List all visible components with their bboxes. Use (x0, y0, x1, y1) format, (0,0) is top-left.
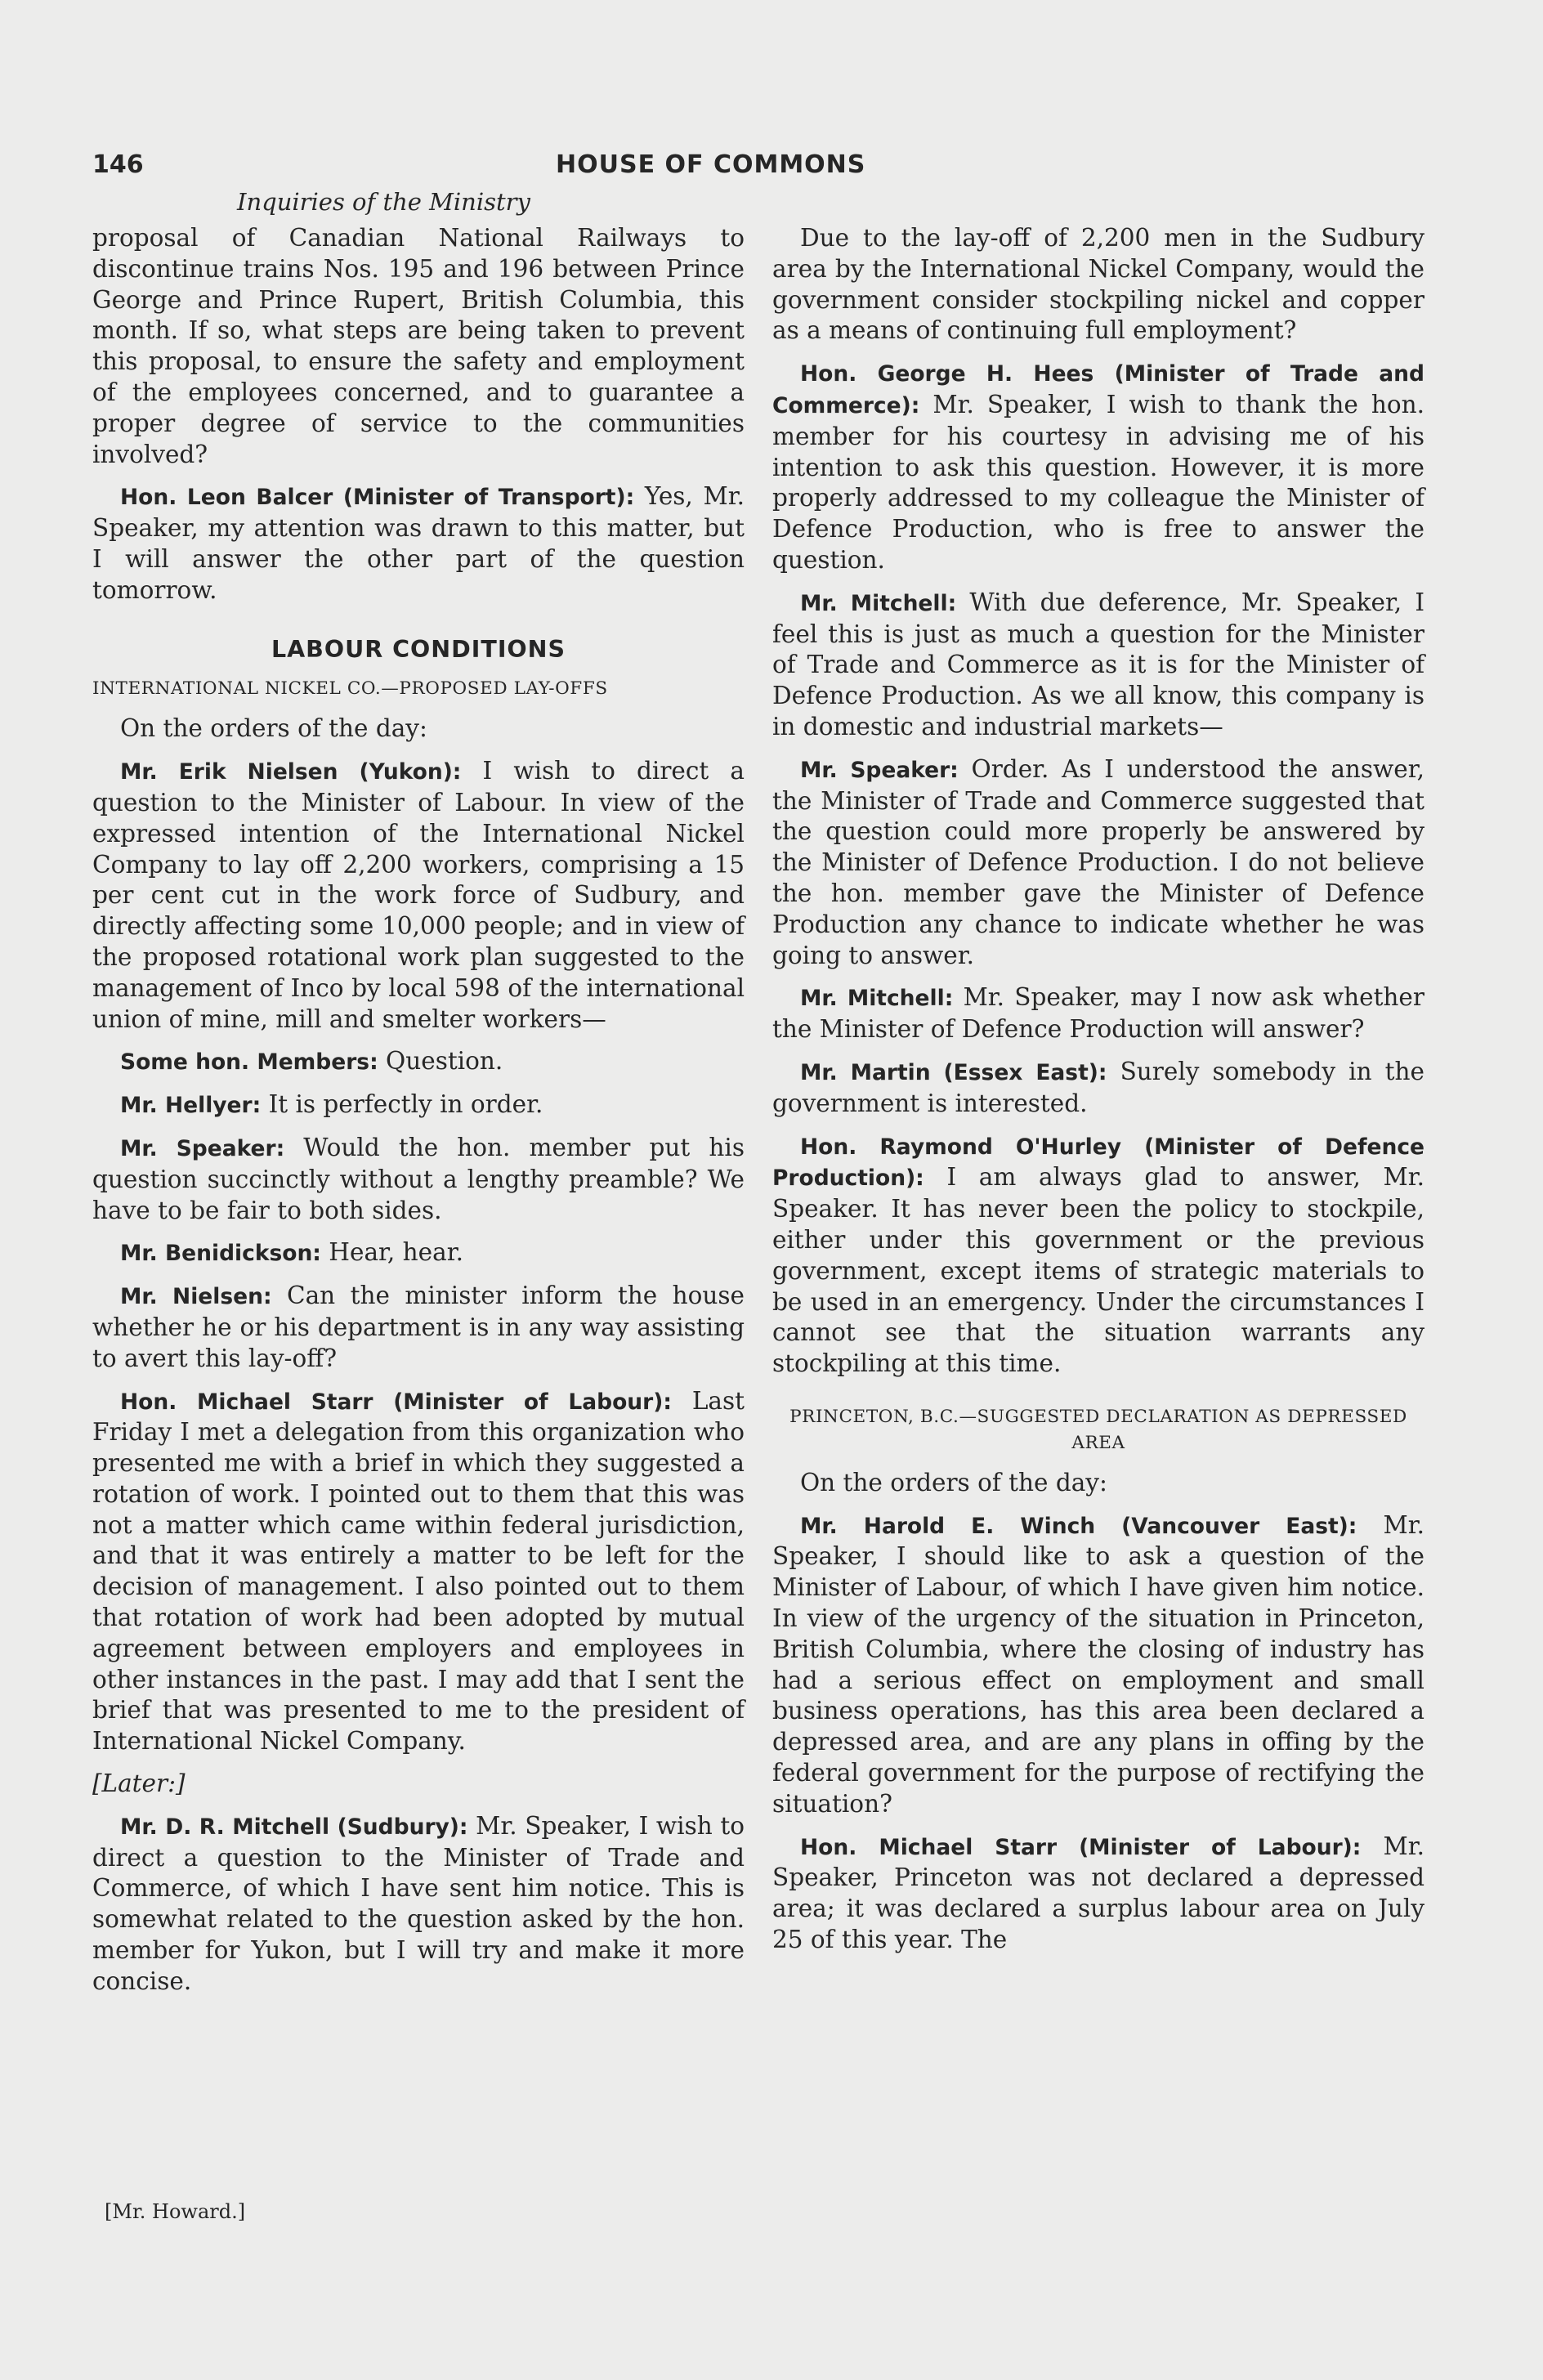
speaker-name: Mr. Mitchell: (800, 590, 957, 616)
speech-text: Yes, Mr. Speaker, my attention was drawn to this matter, but I will answer the other part of the question tomorrow. (92, 482, 745, 604)
page-title: HOUSE OF COMMONS (556, 150, 866, 179)
page-number: 146 (92, 150, 144, 179)
speaker-name: Mr. Benidickson: (120, 1241, 321, 1267)
paragraph (92, 1386, 745, 1758)
paragraph (92, 1046, 745, 1078)
paragraph: proposal of Canadian National Railways to discontinue trains Nos. 195 and 196 between Prince George and Prince Rupert, British Columbia, this month. If so, what steps are being taken to prevent this proposal, to ensure the safety and employment of the employees concerned, and to guarantee a proper degree of service to the communities involved? (92, 224, 745, 468)
footer-note: [Mr. Howard.] (105, 2200, 246, 2223)
speech-text: Mr. Speaker, may I now ask whether the Minister of Defence Production will answer? (772, 983, 1424, 1044)
speaker-name: Mr. Mitchell: (800, 986, 954, 1012)
page-subtitle: Inquiries of the Ministry (237, 188, 530, 216)
left-column (92, 223, 745, 2009)
speech-text: Mr. Speaker, I wish to thank the hon. member for his courtesy in advising me of his intention to ask this question. However, it is more properly addressed to my colleague the Minister of Defence Production, who is free to answer the question. (772, 390, 1424, 574)
speaker-name: Hon. Raymond O'Hurley (Minister of Defence Production): (772, 1134, 1424, 1192)
speaker-name: Mr. Harold E. Winch (Vancouver East): (800, 1513, 1357, 1539)
paragraph: Due to the lay-off of 2,200 men in the Sudbury area by the International Nickel Company, would the government consider stockpiling nickel and copper as a means of continuing full employment? (772, 224, 1424, 345)
paragraph (772, 588, 1424, 743)
speech-text: Mr. Speaker, I wish to direct a question to the Minister of Trade and Commerce, of which I have sent him notice. This is somewhat related to the question asked by the hon. member for Yukon, but I will try and make it more concise. (92, 1811, 745, 1995)
later-marker: [Later:] (92, 1769, 186, 1798)
paragraph (772, 982, 1424, 1045)
orders-line: On the orders of the day: (800, 1468, 1107, 1496)
paragraph (772, 1510, 1424, 1820)
paragraph (92, 756, 745, 1035)
speaker-name: Mr. Hellyer: (120, 1093, 262, 1119)
speaker-name: Mr. Erik Nielsen (Yukon): (120, 759, 462, 785)
speech-text: Order. As I understood the answer, the Minister of Trade and Commerce suggested that the question could more properly be answered by the Minister of Defence Production. I do not believe the hon. member gave the Minister of Defence Production any chance to indicate whether he was going to answer. (772, 754, 1424, 969)
speaker-name: Mr. Speaker: (120, 1135, 285, 1161)
speaker-name: Mr. Martin (Essex East): (800, 1059, 1107, 1085)
paragraph (92, 1811, 745, 1998)
speaker-name: Some hon. Members: (120, 1049, 378, 1076)
speech-text: Surely somebody in the government is interested. (772, 1057, 1424, 1117)
paragraph (772, 358, 1424, 576)
speaker-name: Hon. Michael Starr (Minister of Labour): (800, 1834, 1362, 1860)
speech-text: With due deference, Mr. Speaker, I feel this is just as much a question for the Minister of Trade and Commerce as it is for the Minister of Defence Production. As we all know, this company is in domestic and industrial markets— (772, 588, 1424, 740)
speech-text: I wish to direct a question to the Minister of Labour. In view of the expressed intention of the International Nickel Company to lay off 2,200 workers, comprising a 15 per cent cut in the work force of Sudbury, and directly affecting some 10,000 people; and in view of the proposed rotational work plan suggested to the management of Inco by local 598 of the international union of mine, mill and smelter workers— (92, 757, 745, 1033)
speaker-name: Hon. Leon Balcer (Minister of Transport): (120, 485, 635, 511)
right-column (772, 223, 1424, 1967)
speech-text: Hear, hear. (320, 1238, 463, 1267)
paragraph (92, 1089, 745, 1121)
speaker-name: Hon. George H. Hees (Minister of Trade and Commerce): (772, 361, 1424, 418)
paragraph (772, 1832, 1424, 1956)
speech-text: Would the hon. member put his question succinctly without a lengthy preamble? We have to be fair to both sides. (92, 1133, 745, 1224)
speaker-name: Mr. Speaker: (800, 757, 959, 783)
section-heading: LABOUR CONDITIONS (271, 635, 566, 663)
speech-text: Question. (378, 1047, 503, 1076)
paragraph (772, 754, 1424, 972)
speech-text: Mr. Speaker, Princeton was not declared a depressed area; it was declared a surplus labour area on July 25 of this year. The (772, 1832, 1424, 1954)
paragraph (92, 1237, 745, 1269)
speech-text: I am always glad to answer, Mr. Speaker. It has never been the policy to stockpile, either under this government or the previous government, except items of strategic materials to be used in an emergency. Under the circumstances I cannot see that the situation warrants any stockpiling at this time. (772, 1163, 1424, 1378)
paragraph (772, 1057, 1424, 1120)
speech-text: Last Friday I met a delegation from this organization who presented me with a brief in which they suggested a rotation of work. I pointed out to them that this was not a matter which came within federal jurisdiction, and that it was entirely a matter to be left for the decision of management. I also pointed out to them that rotation of work had been adopted by mutual agreement between employers and employees in other instances in the past. I may add that I sent the brief that was presented to me to the president of International Nickel Company. (92, 1386, 745, 1756)
speaker-name: Mr. D. R. Mitchell (Sudbury): (120, 1814, 468, 1840)
orders-line: On the orders of the day: (120, 714, 427, 743)
paragraph (772, 1131, 1424, 1380)
speaker-name: Mr. Nielsen: (120, 1284, 272, 1310)
speech-text: Mr. Speaker, I should like to ask a question of the Minister of Labour, of which I have given him notice. In view of the urgency of the situation in Princeton, British Columbia, where the closing of industry has had a serious effect on employment and small business operations, has this area been declared a depressed area, and are any plans in offing by the federal government for the purpose of rectifying the situation? (772, 1510, 1424, 1818)
subsection-heading: PRINCETON, B.C.—SUGGESTED DECLARATION AS DEPRESSED AREA (789, 1406, 1407, 1453)
speaker-name: Hon. Michael Starr (Minister of Labour): (120, 1389, 672, 1415)
paragraph (92, 481, 745, 606)
paragraph (92, 1281, 745, 1374)
speech-text: It is perfectly in order. (261, 1090, 543, 1119)
speech-text: Can the minister inform the house whether he or his department is in any way assisting to avert this lay-off? (92, 1282, 745, 1372)
paragraph (92, 1133, 745, 1226)
subsection-heading: INTERNATIONAL NICKEL CO.—PROPOSED LAY-OFFS (92, 678, 608, 700)
